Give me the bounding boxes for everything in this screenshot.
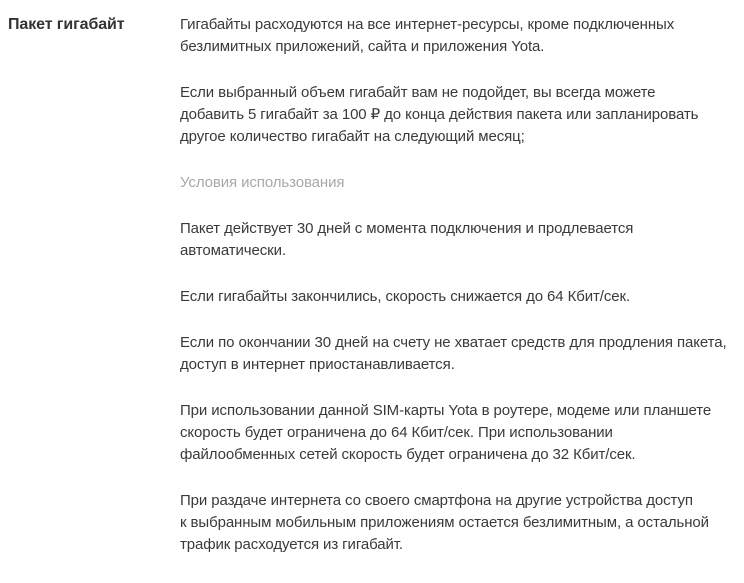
text-line: скорость будет ограничена до 64 Кбит/сек. При использовании: [180, 424, 613, 441]
text-line: файлообменных сетей скорость будет ограничена до 32 Кбит/сек.: [180, 446, 636, 463]
text-line: трафик расходуется из гигабайт.: [180, 536, 403, 553]
text-line: автоматически.: [180, 242, 286, 259]
paragraph-gigabytes-usage: [180, 14, 727, 58]
text-line: Если гигабайты закончились, скорость снижается до 64 Кбит/сек.: [180, 288, 631, 305]
text-line: другое количество гигабайт на следующий месяц;: [180, 128, 525, 145]
text-line: При использовании данной SIM-карты Yota в роутере, модеме или планшете: [180, 402, 712, 419]
paragraph-sim-restrictions: [180, 400, 727, 466]
term-column: [8, 14, 180, 36]
text-line: Пакет действует 30 дней с момента подключения и продлевается: [180, 220, 634, 237]
text-line: Гигабайты расходуются на все интернет-ресурсы, кроме подключенных: [180, 16, 675, 33]
text-line: безлимитных приложений, сайта и приложения Yota.: [180, 38, 545, 55]
text-line: к выбранным мобильным приложениям остается безлимитным, а остальной: [180, 514, 709, 531]
term-label: Пакет гигабайт: [8, 16, 125, 33]
text-line: Если выбранный объем гигабайт вам не подойдет, вы всегда можете: [180, 84, 656, 101]
paragraph-package-duration: [180, 218, 727, 262]
description-column: [180, 14, 727, 580]
text-line: добавить 5 гигабайт за 100 ₽ до конца действия пакета или запланировать: [180, 106, 699, 123]
text-line: Условия использования: [180, 174, 345, 191]
text-line: доступ в интернет приостанавливается.: [180, 356, 455, 373]
usage-terms-subheading: [180, 172, 727, 194]
paragraph-speed-reduction: [180, 286, 727, 308]
paragraph-add-gigabytes: [180, 82, 727, 148]
text-line: При раздаче интернета со своего смартфона на другие устройства доступ: [180, 492, 693, 509]
text-line: Если по окончании 30 дней на счету не хватает средств для продления пакета,: [180, 334, 727, 351]
paragraph-insufficient-funds: [180, 332, 727, 376]
paragraph-tethering: [180, 490, 727, 556]
